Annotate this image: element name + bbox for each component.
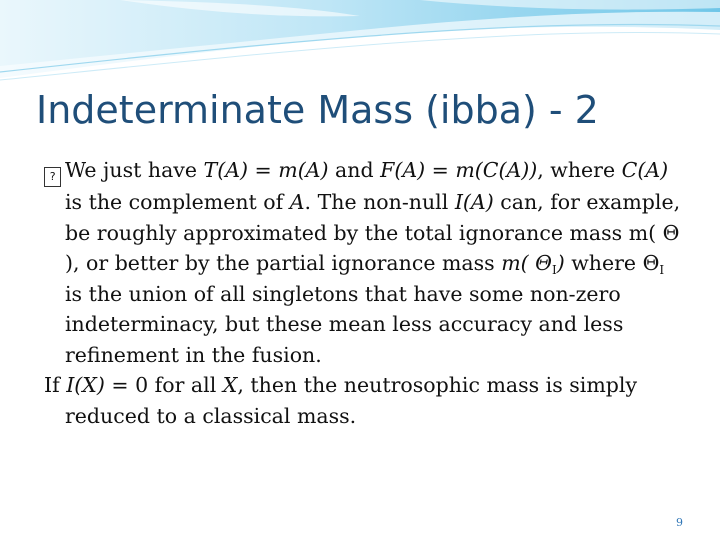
formula-m-c-a: m(C(A)) (455, 158, 538, 182)
text-run: We just have (65, 158, 204, 182)
formula-x: X (222, 373, 238, 397)
header-wave-decoration (0, 0, 720, 90)
subscript-i: I (551, 263, 557, 277)
text-run: , where (537, 158, 622, 182)
page-number: 9 (676, 516, 683, 529)
text-run: is the union of all singletons that have some non-zero indeterminacy, but these mean less accuracy and less refinement in the fusion. (65, 281, 624, 367)
formula-m-a: m(A) (278, 158, 329, 182)
text-run: = (425, 158, 456, 182)
text-run: , then the neutrosophic mass is simply reduced to a classical mass. (65, 373, 638, 428)
text-run: If (44, 373, 67, 397)
bullet-paragraph-1 (44, 155, 684, 370)
text-run: = 0 for all (104, 373, 223, 397)
missing-glyph-box-icon: ? (44, 167, 61, 187)
formula-m-theta: m( Θ (501, 251, 552, 275)
slide-body (44, 155, 684, 431)
formula-c-a: C(A) (621, 158, 669, 182)
text-run: . The non-null (304, 190, 455, 214)
formula-i-a: I(A) (454, 190, 494, 214)
formula-a: A (289, 190, 305, 214)
formula-close-paren: ) (556, 251, 565, 275)
paragraph-2 (44, 370, 684, 431)
slide-title: Indeterminate Mass (ibba) - 2 (36, 88, 599, 132)
text-run: is the complement of (65, 190, 290, 214)
text-run: where Θ (564, 251, 660, 275)
subscript-i: I (659, 263, 665, 277)
formula-i-x: I(X) (66, 373, 105, 397)
formula-f-a: F(A) (380, 158, 426, 182)
text-run: can, for example, be roughly approximated by the total ignorance mass m( Θ ), or better by the partial ignorance mass (65, 190, 681, 275)
text-run: and (328, 158, 381, 182)
formula-t-a: T(A) (203, 158, 249, 182)
text-run: = (248, 158, 279, 182)
